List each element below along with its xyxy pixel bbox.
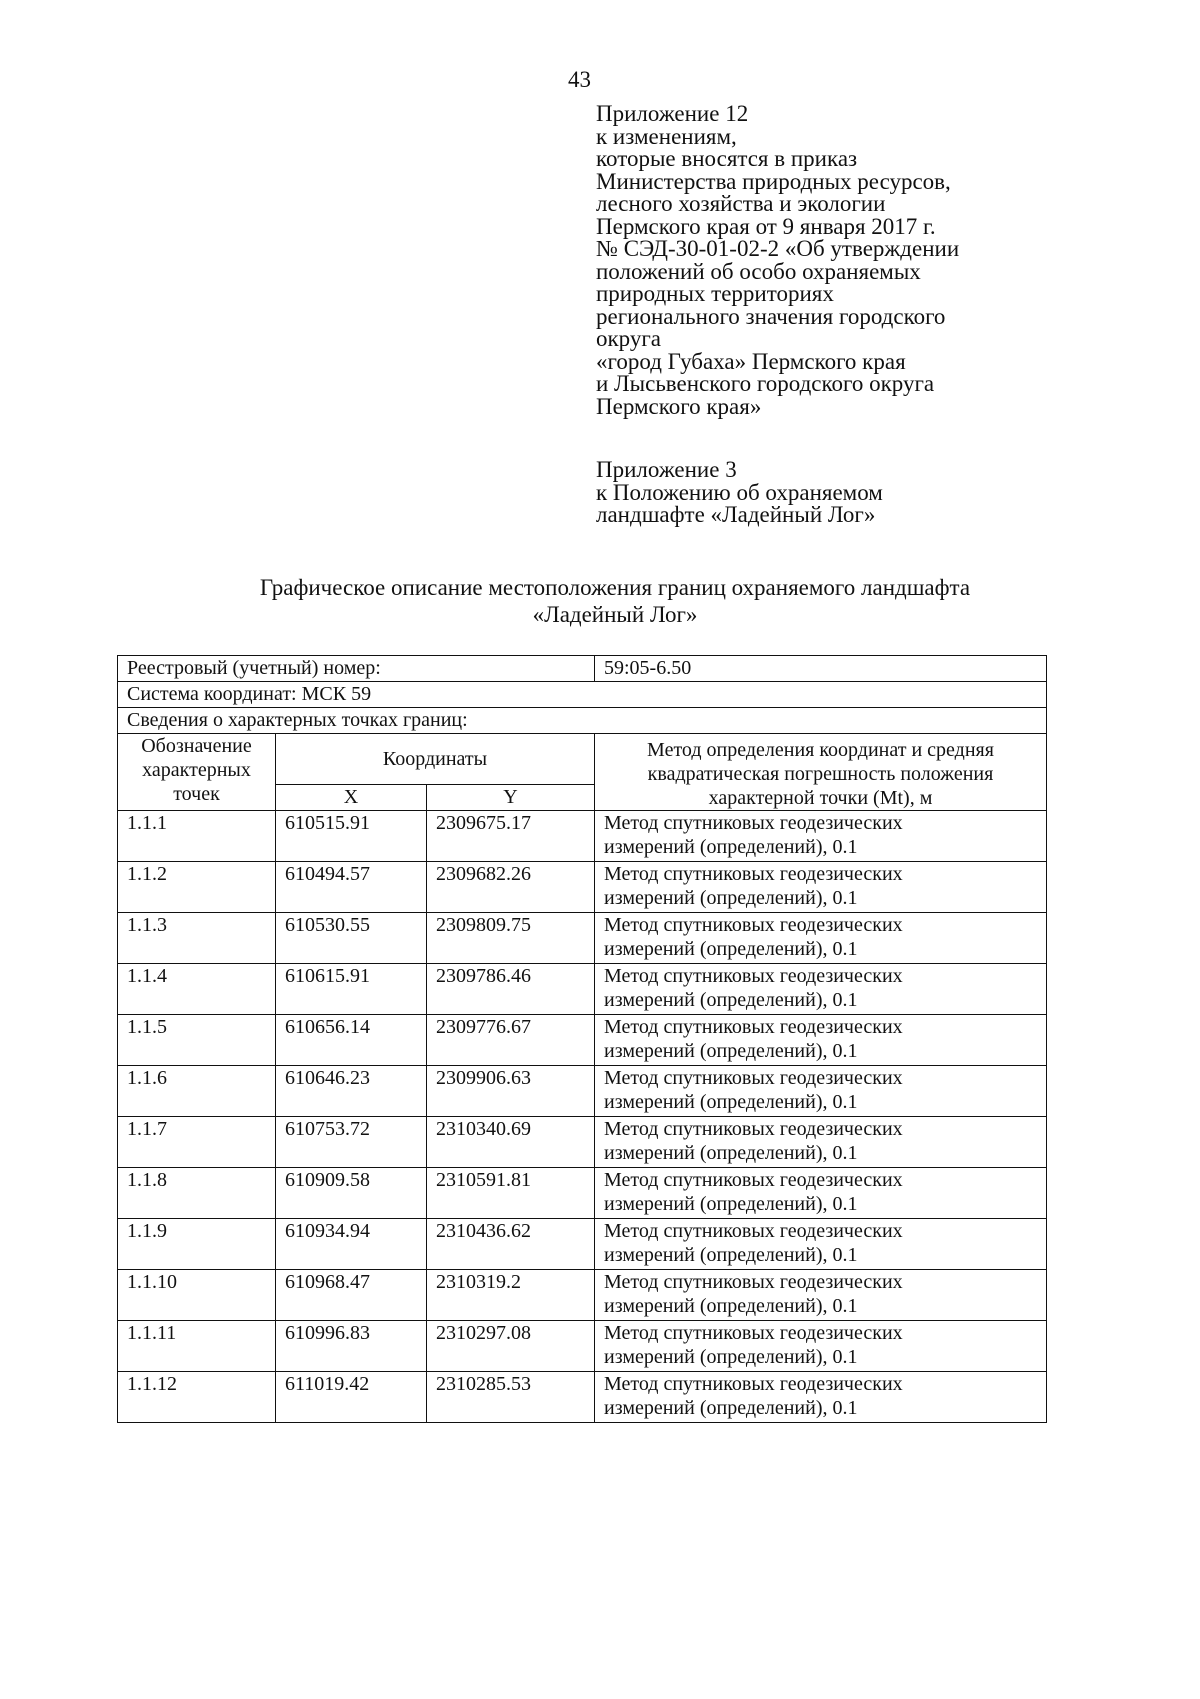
point-method-line-1: Метод спутниковых геодезических xyxy=(604,1067,903,1089)
point-method-line-1: Метод спутниковых геодезических xyxy=(604,1118,903,1140)
point-id: 1.1.9 xyxy=(118,1219,276,1270)
header-designation: Обозначение характерных точек xyxy=(118,734,276,811)
annex-3-header xyxy=(596,459,1066,527)
point-id: 1.1.1 xyxy=(118,811,276,862)
point-method-line-1: Метод спутниковых геодезических xyxy=(604,1271,903,1293)
point-method xyxy=(595,1219,1047,1270)
annex-12-line: положений об особо охраняемых xyxy=(596,258,921,284)
point-y: 2309786.46 xyxy=(427,964,595,1015)
annex-3-line: к Положению об охраняемом xyxy=(596,479,883,505)
point-method xyxy=(595,1066,1047,1117)
point-y: 2309906.63 xyxy=(427,1066,595,1117)
annex-12-line: № СЭД-30-01-02-2 «Об утверждении xyxy=(596,236,960,261)
point-x: 610996.83 xyxy=(276,1321,427,1372)
boundary-points-table xyxy=(117,655,1047,1423)
point-y: 2310591.81 xyxy=(427,1168,595,1219)
point-y: 2310340.69 xyxy=(427,1117,595,1168)
point-method xyxy=(595,811,1047,862)
document-title-line-1: Графическое описание местоположения границ охраняемого ландшафта xyxy=(259,575,971,600)
points-info-row xyxy=(118,708,1047,734)
point-method-line-1: Метод спутниковых геодезических xyxy=(604,1016,903,1038)
point-method xyxy=(595,964,1047,1015)
point-id: 1.1.11 xyxy=(118,1321,276,1372)
point-method-line-2: измерений (определений), 0.1 xyxy=(604,1040,858,1062)
point-method xyxy=(595,1117,1047,1168)
coord-system-row xyxy=(118,682,1047,708)
point-method-line-2: измерений (определений), 0.1 xyxy=(604,1397,858,1419)
point-x: 610656.14 xyxy=(276,1015,427,1066)
point-method-line-2: измерений (определений), 0.1 xyxy=(604,1346,858,1368)
table-row xyxy=(118,1321,1047,1372)
point-y: 2310297.08 xyxy=(427,1321,595,1372)
header-method: Метод определения координат и средняя квадратическая погрешность положения характерной точки (Mt), м xyxy=(595,734,1047,811)
points-info: Сведения о характерных точках границ: xyxy=(118,708,1047,734)
page-number: 43 xyxy=(568,67,591,92)
point-x: 610494.57 xyxy=(276,862,427,913)
point-x: 610530.55 xyxy=(276,913,427,964)
point-y: 2309675.17 xyxy=(427,811,595,862)
annex-3-line: ландшафте «Ладейный Лог» xyxy=(596,502,876,527)
annex-12-line: регионального значения городского xyxy=(596,303,946,329)
point-method-line-2: измерений (определений), 0.1 xyxy=(604,1142,858,1164)
point-x: 610646.23 xyxy=(276,1066,427,1117)
point-y: 2309776.67 xyxy=(427,1015,595,1066)
header-coordinates: Координаты xyxy=(276,734,595,785)
table-row xyxy=(118,1168,1047,1219)
point-x: 610934.94 xyxy=(276,1219,427,1270)
annex-12-line: Приложение 12 xyxy=(596,101,749,126)
point-y: 2309682.26 xyxy=(427,862,595,913)
annex-12-line: округа xyxy=(596,326,662,351)
point-x: 610615.91 xyxy=(276,964,427,1015)
point-method-line-1: Метод спутниковых геодезических xyxy=(604,1322,903,1344)
point-method xyxy=(595,1270,1047,1321)
point-method-line-2: измерений (определений), 0.1 xyxy=(604,1193,858,1215)
point-method-line-1: Метод спутниковых геодезических xyxy=(604,1373,903,1395)
document-title xyxy=(120,574,1110,628)
point-x: 610753.72 xyxy=(276,1117,427,1168)
annex-12-line: «город Губаха» Пермского края xyxy=(596,348,906,374)
point-method xyxy=(595,1168,1047,1219)
point-method-line-2: измерений (определений), 0.1 xyxy=(604,989,858,1011)
point-method xyxy=(595,913,1047,964)
registry-value: 59:05-6.50 xyxy=(595,656,1047,682)
point-method xyxy=(595,1015,1047,1066)
point-y: 2310285.53 xyxy=(427,1372,595,1423)
annex-12-line: Пермского края от 9 января 2017 г. xyxy=(596,213,936,239)
point-method-line-1: Метод спутниковых геодезических xyxy=(604,965,903,987)
header-row xyxy=(118,734,1047,785)
annex-12-line: к изменениям, xyxy=(596,123,737,149)
point-method xyxy=(595,862,1047,913)
point-method-line-1: Метод спутниковых геодезических xyxy=(604,863,903,885)
point-method xyxy=(595,1321,1047,1372)
annex-12-header xyxy=(596,103,1066,418)
point-x: 610968.47 xyxy=(276,1270,427,1321)
point-method-line-2: измерений (определений), 0.1 xyxy=(604,836,858,858)
point-id: 1.1.6 xyxy=(118,1066,276,1117)
point-id: 1.1.8 xyxy=(118,1168,276,1219)
point-id: 1.1.2 xyxy=(118,862,276,913)
document-title-line-2: «Ладейный Лог» xyxy=(532,602,698,627)
point-method-line-1: Метод спутниковых геодезических xyxy=(604,1169,903,1191)
point-x: 610515.91 xyxy=(276,811,427,862)
point-id: 1.1.12 xyxy=(118,1372,276,1423)
table-row xyxy=(118,1117,1047,1168)
annex-12-line: Пермского края» xyxy=(596,393,762,419)
point-method-line-2: измерений (определений), 0.1 xyxy=(604,938,858,960)
annex-12-line: природных территориях xyxy=(596,281,834,306)
point-x: 610909.58 xyxy=(276,1168,427,1219)
point-method-line-2: измерений (определений), 0.1 xyxy=(604,1244,858,1266)
point-method-line-2: измерений (определений), 0.1 xyxy=(604,887,858,909)
annex-12-line: которые вносятся в приказ xyxy=(596,146,858,171)
point-method xyxy=(595,1372,1047,1423)
point-method-line-2: измерений (определений), 0.1 xyxy=(604,1295,858,1317)
header-y: Y xyxy=(427,784,595,810)
point-method-line-1: Метод спутниковых геодезических xyxy=(604,914,903,936)
coord-system: Система координат: МСК 59 xyxy=(118,682,1047,708)
point-x: 611019.42 xyxy=(276,1372,427,1423)
point-method-line-1: Метод спутниковых геодезических xyxy=(604,1220,903,1242)
annex-12-line: Министерства природных ресурсов, xyxy=(596,168,951,194)
registry-label: Реестровый (учетный) номер: xyxy=(118,656,595,682)
point-id: 1.1.7 xyxy=(118,1117,276,1168)
point-method-line-1: Метод спутниковых геодезических xyxy=(604,812,903,834)
annex-12-line: и Лысьвенского городского округа xyxy=(596,371,935,396)
annex-3-line: Приложение 3 xyxy=(596,457,737,482)
table-row xyxy=(118,1372,1047,1423)
annex-12-line: лесного хозяйства и экологии xyxy=(596,191,886,216)
point-id: 1.1.4 xyxy=(118,964,276,1015)
point-method-line-2: измерений (определений), 0.1 xyxy=(604,1091,858,1113)
table-row xyxy=(118,913,1047,964)
point-y: 2310436.62 xyxy=(427,1219,595,1270)
header-x: X xyxy=(276,784,427,810)
point-id: 1.1.3 xyxy=(118,913,276,964)
table-row xyxy=(118,1219,1047,1270)
point-y: 2310319.2 xyxy=(427,1270,595,1321)
point-id: 1.1.10 xyxy=(118,1270,276,1321)
point-y: 2309809.75 xyxy=(427,913,595,964)
table-row xyxy=(118,1066,1047,1117)
table-row xyxy=(118,1270,1047,1321)
table-row xyxy=(118,964,1047,1015)
table-row xyxy=(118,1015,1047,1066)
registry-row xyxy=(118,656,1047,682)
table-row xyxy=(118,862,1047,913)
table-row xyxy=(118,811,1047,862)
point-id: 1.1.5 xyxy=(118,1015,276,1066)
